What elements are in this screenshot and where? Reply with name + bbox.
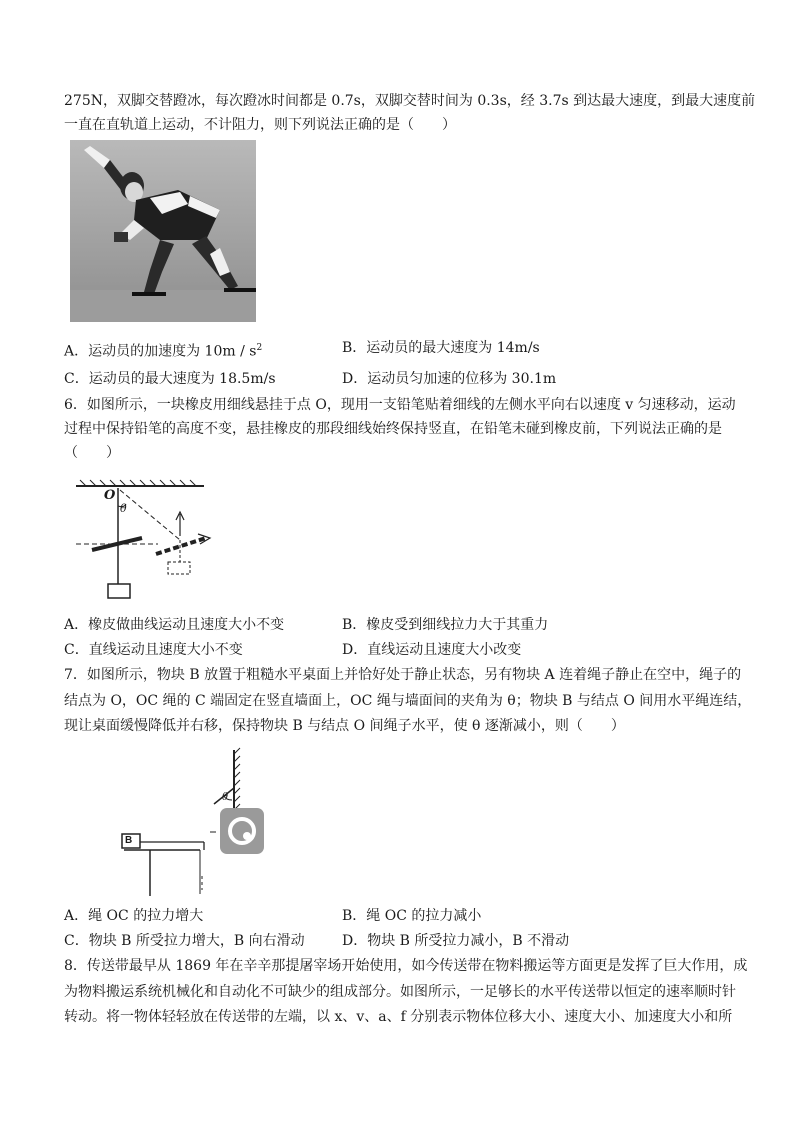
- q5-option-c: C．运动员的最大速度为 18.5m/s: [64, 371, 276, 387]
- q5-line-1: 275N，双脚交替蹬冰，每次蹬冰时间都是 0.7s，双脚交替时间为 0.3s，经 3.7s 到达最大速度，到最大速度前: [64, 93, 756, 109]
- q7-block-rope-figure: [110, 746, 270, 900]
- q5-option-d: D．运动员匀加速的位移为 30.1m: [342, 371, 557, 387]
- q6-option-b: B．橡皮受到细线拉力大于其重力: [342, 617, 549, 633]
- q7-option-a: A．绳 OC 的拉力增大: [64, 908, 204, 924]
- q8-line-1: 8．传送带最早从 1869 年在辛辛那提屠宰场开始使用，如今传送带在物料搬运等方面更是发挥了巨大作用，成: [64, 958, 748, 974]
- q8-line-3: 转动。将一物体轻轻放在传送带的左端，以 x、v、a、f 分别表示物体位移大小、速度大小、加速度大小和所: [64, 1009, 733, 1025]
- q7-line-3: 现让桌面缓慢降低并右移，保持物块 B 与结点 O 间绳子水平，使 θ 逐渐减小，则（ ）: [64, 718, 625, 734]
- q6-figure-label-theta: θ: [120, 502, 127, 515]
- q7-option-b: B．绳 OC 的拉力减小: [342, 908, 482, 924]
- q5-option-a-exponent: 2: [256, 343, 263, 353]
- q5-line-2: 一直在直轨道上运动，不计阻力，则下列说法正确的是（ ）: [64, 117, 456, 133]
- speed-skater-photo: [70, 140, 256, 322]
- q7-line-2: 结点为 O，OC 绳的 C 端固定在竖直墙面上，OC 绳与墙面间的夹角为 θ；物块 B 与结点 O 间用水平绳连结，: [64, 693, 752, 709]
- q6-option-c: C．直线运动且速度大小不变: [64, 642, 243, 658]
- q7-line-1: 7．如图所示，物块 B 放置于粗糙水平桌面上并恰好处于静止状态，另有物块 A 连着绳子静止在空中，绳子的: [64, 667, 742, 683]
- q7-option-d: D．物块 B 所受拉力减小，B 不滑动: [342, 933, 570, 949]
- q6-option-a: A．橡皮做曲线运动且速度大小不变: [64, 617, 285, 633]
- q6-figure-label-o: O: [104, 488, 116, 503]
- q6-eraser-pencil-figure: [70, 478, 220, 608]
- q5-option-b: B．运动员的最大速度为 14m/s: [342, 340, 540, 356]
- q7-figure-label-b: B: [125, 835, 133, 846]
- q6-option-d: D．直线运动且速度大小改变: [342, 642, 522, 658]
- q7-option-c: C．物块 B 所受拉力增大，B 向右滑动: [64, 933, 305, 949]
- q6-line-3: （ ）: [64, 445, 120, 461]
- q5-option-a: [64, 339, 262, 361]
- q8-line-2: 为物料搬运系统机械化和自动化不可缺少的组成部分。如图所示，一足够长的水平传送带以恒定的速率顺时针: [64, 984, 736, 1000]
- q6-line-1: 6．如图所示，一块橡皮用细线悬挂于点 O，现用一支铅笔贴着细线的左侧水平向右以速度 v 匀速移动，运动: [64, 397, 736, 413]
- q7-figure-label-theta: θ: [222, 792, 229, 803]
- q6-line-2: 过程中保持铅笔的高度不变，悬挂橡皮的那段细线始终保持竖直，在铅笔未碰到橡皮前，下列说法正确的是: [64, 421, 722, 437]
- q5-option-a-text: A．运动员的加速度为 10m / s: [64, 343, 257, 360]
